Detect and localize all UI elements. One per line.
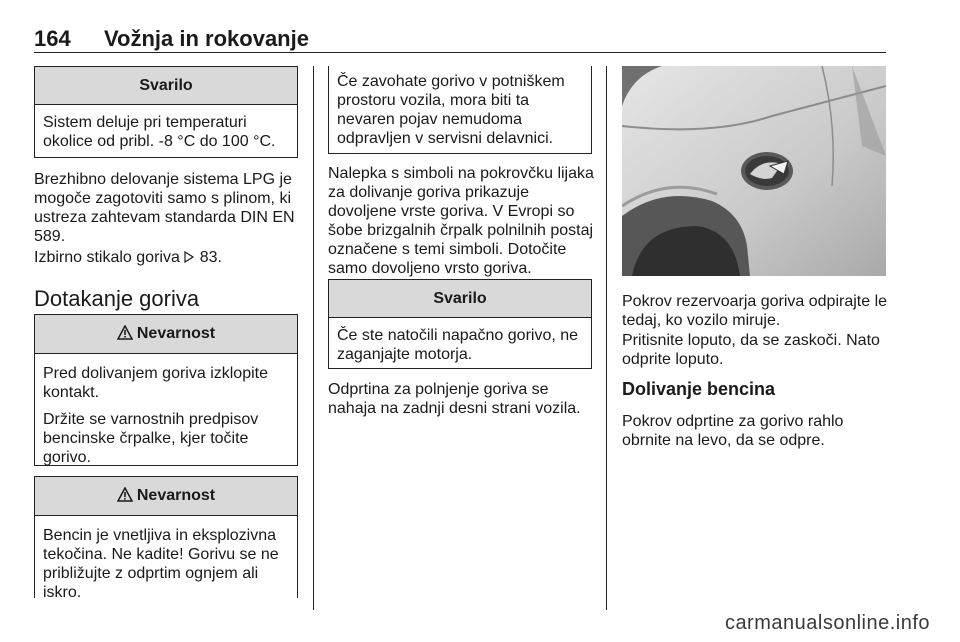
fuel-switch-text: Izbirno stikalo goriva <box>34 249 180 266</box>
danger-box-1 <box>34 314 298 466</box>
push-flap-paragraph: Pritisnite loputo, da se zaskoči. Nato odprite loputo. <box>622 332 880 368</box>
ref-arrow-icon <box>184 249 199 266</box>
notice-box-2-title: Svarilo <box>329 280 591 318</box>
notice-box-title: Svarilo <box>35 67 297 105</box>
lpg-paragraph: Brezhibno delovanje sistema LPG je mogoče zagotoviti samo s plinom, ki ustreza zahtevam standarda DIN EN 589. <box>34 171 295 245</box>
column-divider-2 <box>606 66 607 610</box>
notice-box-text: Sistem deluje pri temperaturi okolice od pribl. -8 °C do 100 °C. <box>43 114 276 150</box>
filler-location-paragraph: Odprtina za polnjenje goriva se nahaja na zadnji desni strani vozila. <box>328 381 581 417</box>
danger-box-1-header <box>35 315 297 354</box>
notice-box-2-text: Če ste natočili napačno gorivo, ne zaganjajte motorja. <box>337 327 579 363</box>
subheading-refuel-petrol: Dolivanje bencina <box>622 379 776 399</box>
danger-box-continued-text: Če zavohate gorivo v potniškem prostoru vozila, mora biti ta nevaren pojav nemudoma odpravljen v servisni delavnici. <box>337 73 565 147</box>
fuel-switch-paragraph <box>34 248 302 267</box>
watermark: carmanualsonline.info <box>724 612 930 634</box>
notice-box <box>34 66 298 158</box>
warning-triangle-icon <box>117 325 133 344</box>
danger-box-2-title: Nevarnost <box>136 487 216 504</box>
danger-box-2-header <box>35 477 297 516</box>
open-flap-paragraph: Pokrov rezervoarja goriva odpirajte le tedaj, ko vozilo miruje. <box>622 293 888 329</box>
danger-box-2-text: Bencin je vnetljiva in eksplozivna tekočina. Ne kadite! Gorivu se ne približujte z odprtim ognjem ali iskro. <box>43 527 279 601</box>
fuel-label-paragraph: Nalepka s simboli na pokrovčku lijaka za dolivanje goriva prikazuje dovoljene vrste goriva. V Evropi so šobe brizgalnih črpalk polnilnih postaj označene s temi simboli. Dotočite samo dovoljeno vrsto goriva. <box>328 165 594 277</box>
fuel-flap-illustration <box>622 66 886 276</box>
warning-triangle-icon <box>117 487 133 506</box>
danger-box-continued <box>328 66 592 154</box>
header-rule <box>34 52 886 53</box>
danger-box-1-text-2: Držite se varnostnih predpisov bencinske črpalke, kjer točite gorivo. <box>43 411 259 466</box>
turn-cap-paragraph: Pokrov odprtine za gorivo rahlo obrnite na levo, da se odpre. <box>622 413 844 449</box>
page-number: 164 <box>34 26 71 51</box>
fuel-switch-page-ref[interactable]: 83. <box>199 249 222 266</box>
danger-box-1-title: Nevarnost <box>136 325 216 342</box>
chapter-title: Vožnja in rokovanje <box>104 26 309 51</box>
danger-box-2 <box>34 476 298 601</box>
section-heading: Dotakanje goriva <box>34 286 200 311</box>
notice-box-2 <box>328 279 592 369</box>
column-divider-1 <box>313 66 314 610</box>
danger-box-1-text-1: Pred dolivanjem goriva izklopite kontakt. <box>43 365 268 401</box>
